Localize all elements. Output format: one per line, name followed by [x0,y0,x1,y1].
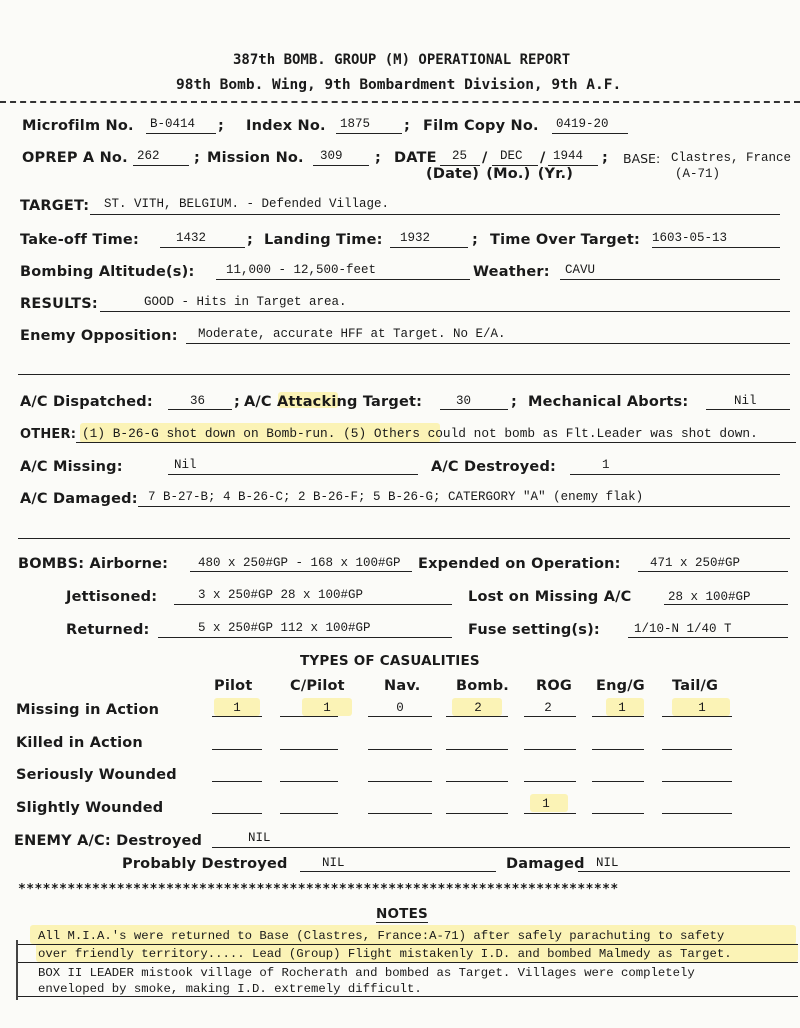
takeoff-label: Take-off Time: [20,232,139,248]
column-header-tailg: Tail/G [672,678,719,694]
dispatched-value: 36 [190,394,206,408]
results-underline [100,311,790,312]
takeoff-underline [160,247,245,248]
enemy-damaged-value: NIL [596,856,619,870]
date-year: 1944 [553,149,584,163]
missing-underline [168,474,418,475]
semicolon: ; [404,118,410,134]
missing-value: Nil [174,458,197,472]
cell-missing-bomb: 2 [474,701,482,715]
microfilm-underline [146,133,216,134]
semicolon: ; [511,394,517,410]
index-label: Index No. [246,118,326,134]
aborts-underline [706,409,790,410]
cell-missing-rog: 2 [544,701,552,715]
enemy-destroyed-value: NIL [248,831,271,845]
jettisoned-underline [174,604,452,605]
blank-line [18,538,790,539]
weather-underline [560,279,780,280]
enemy-damaged-underline [578,871,790,872]
bleed-through-text [150,10,157,22]
landing-value: 1932 [400,231,431,245]
aborts-value: Nil [734,394,757,408]
damaged-label: A/C Damaged: [20,491,138,507]
cell-missing-tailg: 1 [698,701,706,715]
weather-value: CAVU [565,263,596,277]
row-label-missing: Missing in Action [16,702,160,718]
semicolon: ; [234,394,240,410]
aborts-label: Mechanical Aborts: [528,394,689,410]
jettisoned-value: 3 x 250#GP 28 x 100#GP [198,588,364,602]
destroyed-underline [570,474,780,475]
airborne-value: 480 x 250#GP - 168 x 100#GP [198,556,401,570]
enemy-opposition-underline [186,343,790,344]
date-month: DEC [500,149,523,163]
base-label: BASE: [623,151,661,166]
attacking-label: A/C Attacking Target: [244,394,423,410]
casualties-title: TYPES OF CASUALITIES [300,653,480,669]
lost-underline [664,604,788,605]
takeoff-value: 1432 [176,231,207,245]
over-target-label: Time Over Target: [490,232,640,248]
base-code: (A-71) [675,167,721,181]
altitude-label: Bombing Altitude(s): [20,264,195,280]
damaged-underline [138,506,790,507]
enemy-destroyed-underline [212,847,790,848]
landing-underline [390,247,468,248]
attacking-value: 30 [456,394,472,408]
mission-underline [313,165,369,166]
base-value: Clastres, France [671,151,792,165]
note-line-1: All M.I.A.'s were returned to Base (Clastres, France:A-71) after safely parachuting to safety [38,929,725,943]
enemy-opposition-value: Moderate, accurate HFF at Target. No E/A. [198,327,506,341]
fuse-underline [628,637,788,638]
note-line-3: BOX II LEADER mistook village of Rocherath and bombed as Target. Villages were completely [38,966,695,980]
other-value: (1) B-26-G shot down on Bomb-run. (5) Others could not bomb as Flt.Leader was shot down. [82,426,758,441]
probably-destroyed-value: NIL [322,856,345,870]
cell-missing-nav: 0 [396,701,404,715]
cell-missing-pilot: 1 [233,701,241,715]
semicolon: ; [247,232,253,248]
notes-title: NOTES [376,906,428,922]
missing-label: A/C Missing: [20,459,123,475]
cell-slightly-rog: 1 [542,797,550,811]
target-value: ST. VITH, BELGIUM. - Defended Village. [104,197,390,211]
semicolon: ; [375,150,381,166]
fuse-label: Fuse setting(s): [468,622,600,638]
oprep-underline [133,165,189,166]
row-label-killed: Killed in Action [16,735,143,751]
lost-label: Lost on Missing A/C [468,589,632,605]
mission-value: 309 [320,149,343,163]
date-caption: (Date) (Mo.) (Yr.) [426,166,574,182]
semicolon: ; [602,150,608,166]
report-subtitle: 98th Bomb. Wing, 9th Bombardment Division, 9th A.F. [176,77,622,93]
expended-label: Expended on Operation: [418,556,621,572]
date-day: 25 [452,149,468,163]
index-underline [336,133,402,134]
column-header-nav: Nav. [384,678,421,694]
note-rule [16,944,798,945]
film-copy-label: Film Copy No. [423,118,539,134]
date-slash: / [482,150,488,166]
dispatched-label: A/C Dispatched: [20,394,153,410]
report-title: 387th BOMB. GROUP (M) OPERATIONAL REPORT [233,52,571,68]
column-header-copilot: C/Pilot [290,678,345,694]
row-label-seriously: Seriously Wounded [16,767,177,783]
jettisoned-label: Jettisoned: [66,589,158,605]
row-label-slightly: Slightly Wounded [16,800,164,816]
semicolon: ; [194,150,200,166]
oprep-label: OPREP A No. [22,150,128,166]
cell-missing-copilot: 1 [323,701,331,715]
destroyed-label: A/C Destroyed: [431,459,557,475]
column-header-pilot: Pilot [214,678,253,694]
note-line-4: enveloped by smoke, making I.D. extremely difficult. [38,982,422,996]
attacking-underline [440,409,508,410]
returned-label: Returned: [66,622,150,638]
fuse-value: 1/10-N 1/40 T [634,622,732,636]
probably-underline [300,871,496,872]
column-header-bomb: Bomb. [456,678,510,694]
enemy-destroyed-label: ENEMY A/C: Destroyed [14,833,203,849]
mission-label: Mission No. [207,150,304,166]
notes-left-bracket [16,940,18,1000]
star-divider: ************************************************************************* [18,882,619,897]
damaged-value: 7 B-27-B; 4 B-26-C; 2 B-26-F; 5 B-26-G; CATERGORY "A" (enemy flak) [148,490,644,504]
cell-missing-engg: 1 [618,701,626,715]
film-copy-value: 0419-20 [556,117,609,131]
target-label: TARGET: [20,198,90,214]
date-slash: / [540,150,546,166]
lost-value: 28 x 100#GP [668,590,751,604]
other-label: OTHER: [20,427,77,442]
microfilm-label: Microfilm No. [22,118,134,134]
landing-label: Landing Time: [264,232,383,248]
airborne-underline [190,571,412,572]
over-target-value: 1603-05-13 [652,231,728,245]
expended-value: 471 x 250#GP [650,556,741,570]
destroyed-value: 1 [602,458,610,472]
results-value: GOOD - Hits in Target area. [144,295,347,309]
microfilm-value: B-0414 [150,117,196,131]
film-copy-underline [552,133,628,134]
semicolon: ; [472,232,478,248]
expended-underline [638,571,788,572]
enemy-opposition-label: Enemy Opposition: [20,328,178,344]
results-label: RESULTS: [20,296,98,312]
header-divider [0,101,800,103]
dispatched-underline [168,409,232,410]
oprep-value: 262 [137,149,160,163]
column-header-rog: ROG [536,678,572,694]
note-line-2: over friendly territory..... Lead (Group) Flight mistakenly I.D. and bombed Malmedy as Target. [38,947,732,961]
returned-underline [158,637,452,638]
date-label: DATE [394,150,437,166]
altitude-underline [216,279,470,280]
index-value: 1875 [340,117,371,131]
semicolon: ; [218,118,224,134]
note-rule [16,962,798,963]
enemy-damaged-label: Damaged [506,856,585,872]
probably-destroyed-label: Probably Destroyed [122,856,288,872]
returned-value: 5 x 250#GP 112 x 100#GP [198,621,371,635]
blank-line [18,374,790,375]
airborne-label: BOMBS: Airborne: [18,556,169,572]
other-underline [76,442,796,443]
notes-title-underline [376,922,428,923]
note-rule [16,996,798,997]
over-target-underline [652,247,780,248]
weather-label: Weather: [473,264,550,280]
altitude-value: 11,000 - 12,500-feet [226,263,377,277]
target-underline [90,214,780,215]
column-header-engg: Eng/G [596,678,645,694]
